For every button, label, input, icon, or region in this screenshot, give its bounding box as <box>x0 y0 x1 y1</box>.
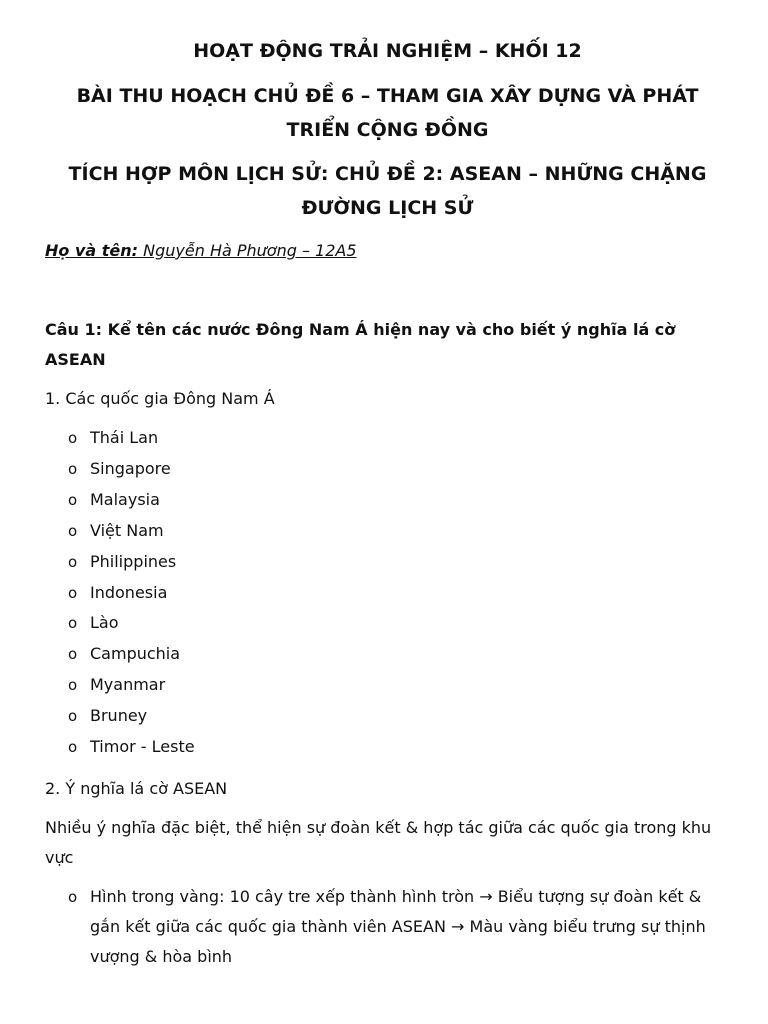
section-2-intro: Nhiều ý nghĩa đặc biệt, thể hiện sự đoàn kết & hợp tác giữa các quốc gia trong khu vực <box>45 818 712 867</box>
list-item <box>45 578 730 609</box>
country-name: Malaysia <box>90 489 160 509</box>
country-name: Campuchia <box>90 644 181 664</box>
bullet-marker: o <box>68 614 78 633</box>
bullet-marker: o <box>68 645 78 664</box>
country-name: Lào <box>90 613 119 633</box>
document-heading-report-topic: BÀI THU HOẠCH CHỦ ĐỀ 6 – THAM GIA XÂY DỰNG VÀ PHÁT TRIỂN CỘNG ĐỒNG <box>76 85 699 141</box>
student-name-label: Họ và tên: <box>45 241 139 260</box>
student-name-line <box>45 238 357 264</box>
document-heading-activity: HOẠT ĐỘNG TRẢI NGHIỆM – KHỐI 12 <box>193 40 582 62</box>
flag-meaning-text: Hình trong vàng: 10 cây tre xếp thành hình tròn → Biểu tượng sự đoàn kết & gắn kết giữa các quốc gia thành viên ASEAN → Màu vàng biểu trưng sự thịnh vượng & hòa bình <box>90 887 706 966</box>
list-item <box>45 732 730 763</box>
list-item <box>45 882 730 972</box>
bullet-marker: o <box>68 707 78 726</box>
list-item <box>45 547 730 578</box>
country-name: Singapore <box>90 458 171 478</box>
list-item <box>45 454 730 485</box>
student-name-value: Nguyễn Hà Phương – 12A5 <box>143 241 357 260</box>
country-name: Philippines <box>90 551 177 571</box>
bullet-marker: o <box>68 521 78 540</box>
bullet-marker: o <box>68 676 78 695</box>
section-2-title: 2. Ý nghĩa lá cờ ASEAN <box>45 779 228 798</box>
bullet-marker: o <box>68 490 78 509</box>
bullet-marker: o <box>68 583 78 602</box>
country-name: Việt Nam <box>90 520 164 540</box>
country-name: Myanmar <box>90 675 166 695</box>
question-1: Câu 1: Kể tên các nước Đông Nam Á hiện nay và cho biết ý nghĩa lá cờ ASEAN <box>45 320 676 369</box>
flag-meaning-list <box>45 882 730 972</box>
country-list <box>45 423 730 763</box>
bullet-marker: o <box>68 459 78 478</box>
list-item <box>45 639 730 670</box>
list-item <box>45 485 730 516</box>
country-name: Timor - Leste <box>90 737 195 757</box>
bullet-marker: o <box>68 738 78 757</box>
list-item <box>45 516 730 547</box>
bullet-marker: o <box>68 429 78 447</box>
document-heading-history-topic: TÍCH HỢP MÔN LỊCH SỬ: CHỦ ĐỀ 2: ASEAN – NHỮNG CHẶNG ĐƯỜNG LỊCH SỬ <box>68 163 707 219</box>
list-item <box>45 608 730 639</box>
country-name: Thái Lan <box>90 428 159 447</box>
country-name: Bruney <box>90 706 148 726</box>
list-item <box>45 670 730 701</box>
bullet-marker: o <box>68 552 78 571</box>
section-1-title: 1. Các quốc gia Đông Nam Á <box>45 389 275 408</box>
country-name: Indonesia <box>90 582 168 602</box>
bullet-marker: o <box>68 888 78 906</box>
list-item <box>45 423 730 454</box>
list-item <box>45 701 730 732</box>
